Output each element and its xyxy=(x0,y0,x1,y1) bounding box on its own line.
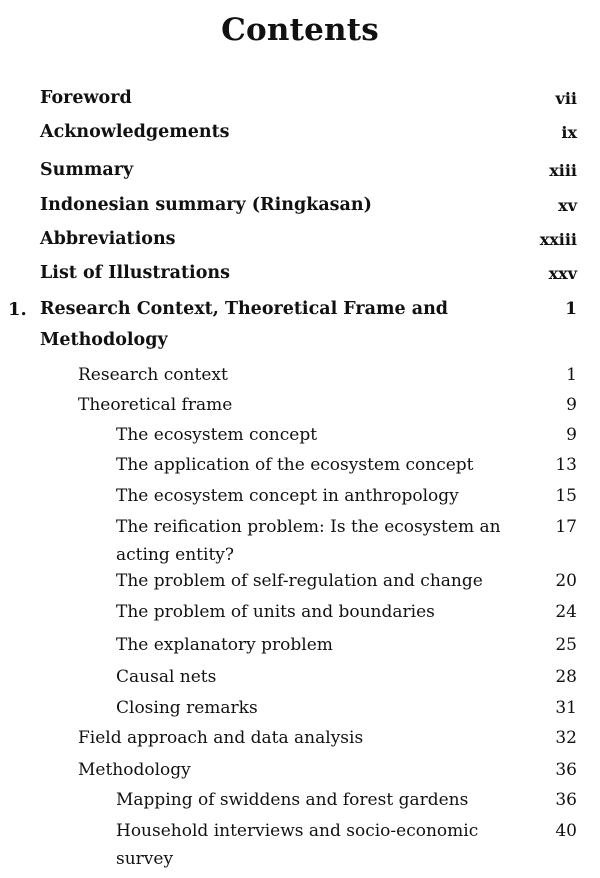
toc-entry-page: xv xyxy=(558,196,577,215)
toc-entry-label: List of Illustrations xyxy=(40,263,230,283)
toc-subsection-label: The problem of self-regulation and change xyxy=(116,571,483,591)
toc-subsection-page: 20 xyxy=(555,571,577,591)
page-title: Contents xyxy=(221,12,379,48)
toc-subsection-label: The explanatory problem xyxy=(116,635,333,655)
toc-subsection-label: Causal nets xyxy=(116,667,217,687)
toc-subsection-page: 24 xyxy=(555,602,577,622)
toc-subsection-label: Mapping of swiddens and forest gardens xyxy=(116,790,469,810)
toc-entry-page: xiii xyxy=(549,161,577,180)
toc-entry-label: Indonesian summary (Ringkasan) xyxy=(40,195,372,215)
toc-section-page: 32 xyxy=(555,728,577,748)
toc-subsection-page: 31 xyxy=(555,698,577,718)
toc-entry-label: Foreword xyxy=(40,88,132,108)
toc-subsection-page: 13 xyxy=(555,455,577,475)
toc-entry-page: vii xyxy=(555,89,577,108)
toc-entry-label: Abbreviations xyxy=(40,229,176,249)
toc-entry-page: xxv xyxy=(548,264,577,283)
toc-section-page: 1 xyxy=(566,365,577,385)
toc-subsection-label: The ecosystem concept in anthropology xyxy=(116,486,459,506)
toc-section-label: Theoretical frame xyxy=(78,395,233,415)
chapter-page: 1 xyxy=(565,299,577,319)
toc-entry-page: xxiii xyxy=(539,230,577,249)
toc-entry-label: Summary xyxy=(40,160,134,180)
toc-subsection-label: The application of the ecosystem concept xyxy=(116,455,474,475)
toc-subsection-label: The ecosystem concept xyxy=(116,425,318,445)
toc-subsection-label: The problem of units and boundaries xyxy=(116,602,435,622)
chapter-number: 1. xyxy=(8,299,27,320)
toc-subsection-label: The reification problem: Is the ecosystem an acting entity? xyxy=(116,517,501,565)
toc-entry-label: Acknowledgements xyxy=(40,122,230,142)
toc-section-label: Methodology xyxy=(78,760,191,780)
toc-section-label: Research context xyxy=(78,365,228,385)
chapter-title: Research Context, Theoretical Frame and Methodology xyxy=(40,299,449,350)
toc-subsection-page: 17 xyxy=(555,517,577,537)
toc-subsection-label: Household interviews and socio-economic survey xyxy=(116,821,479,869)
toc-subsection-page: 25 xyxy=(555,635,577,655)
toc-entry-page: ix xyxy=(561,123,577,142)
toc-subsection-page: 9 xyxy=(566,425,577,445)
toc-section-page: 36 xyxy=(555,760,577,780)
toc-section-page: 9 xyxy=(566,395,577,415)
toc-subsection-label: Closing remarks xyxy=(116,698,258,718)
toc-section-label: Field approach and data analysis xyxy=(78,728,364,748)
toc-subsection-page: 15 xyxy=(555,486,577,506)
toc-subsection-page: 28 xyxy=(555,667,577,687)
toc-subsection-page: 40 xyxy=(555,821,577,841)
toc-subsection-page: 36 xyxy=(555,790,577,810)
